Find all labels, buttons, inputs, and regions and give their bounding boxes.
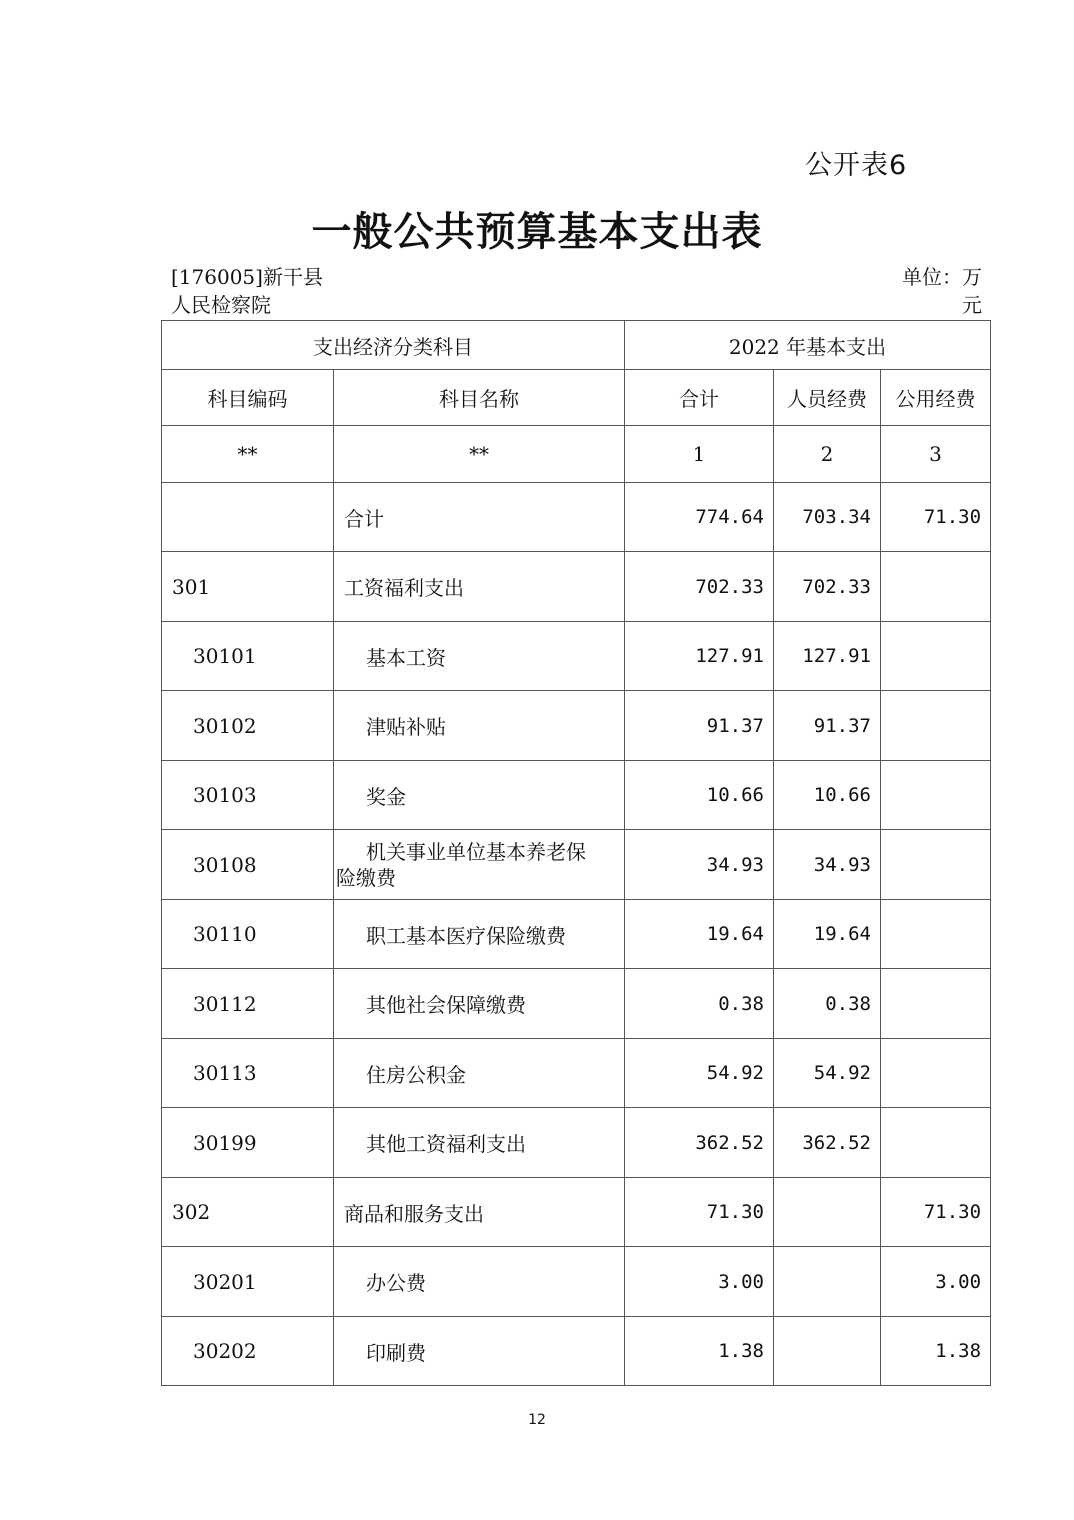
code-cell: 30103 (162, 761, 334, 830)
personnel-cell: 702.33 (774, 552, 881, 622)
page-number: 12 (528, 1412, 546, 1428)
name-cell: 职工基本医疗保险缴费 (334, 900, 625, 969)
code-cell: 30101 (162, 622, 334, 691)
total-cell: 19.64 (625, 900, 774, 969)
name-cell: 合计 (334, 483, 625, 552)
index-cell: ** (162, 426, 334, 483)
page-title: 一般公共预算基本支出表 (311, 209, 763, 255)
group-header-row (162, 321, 991, 370)
personnel-cell: 703.34 (774, 483, 881, 552)
table-label: 公开表6 (805, 150, 908, 181)
personnel-cell: 34.93 (774, 830, 881, 900)
table-row (162, 1247, 991, 1317)
total-cell: 1.38 (625, 1317, 774, 1386)
group-header-subject: 支出经济分类科目 (162, 321, 625, 370)
name-cell: 其他工资福利支出 (334, 1108, 625, 1178)
public-cell (881, 622, 991, 691)
personnel-cell: 0.38 (774, 969, 881, 1039)
column-header-name: 科目名称 (334, 370, 625, 426)
personnel-cell (774, 1178, 881, 1247)
code-cell: 301 (162, 552, 334, 622)
table-row (162, 900, 991, 969)
unit-label: 单位：万元 (902, 265, 982, 317)
table-row (162, 1039, 991, 1108)
personnel-cell: 10.66 (774, 761, 881, 830)
table-row (162, 969, 991, 1039)
public-cell: 71.30 (881, 1178, 991, 1247)
column-header-personnel: 人员经费 (774, 370, 881, 426)
code-cell: 30102 (162, 691, 334, 761)
total-cell: 71.30 (625, 1178, 774, 1247)
table-row (162, 622, 991, 691)
table-row (162, 1178, 991, 1247)
name-cell: 其他社会保障缴费 (334, 969, 625, 1039)
name-line: 险缴费 (336, 865, 396, 890)
table-row (162, 761, 991, 830)
public-cell (881, 830, 991, 900)
personnel-cell: 54.92 (774, 1039, 881, 1108)
public-cell (881, 552, 991, 622)
public-cell (881, 691, 991, 761)
public-cell (881, 1108, 991, 1178)
total-cell: 362.52 (625, 1108, 774, 1178)
table-row (162, 552, 991, 622)
index-cell: ** (334, 426, 625, 483)
code-cell: 30201 (162, 1247, 334, 1317)
table-row (162, 1317, 991, 1386)
code-cell: 30110 (162, 900, 334, 969)
total-cell: 127.91 (625, 622, 774, 691)
total-cell: 0.38 (625, 969, 774, 1039)
personnel-cell: 362.52 (774, 1108, 881, 1178)
index-cell: 2 (774, 426, 881, 483)
name-cell: 基本工资 (334, 622, 625, 691)
index-row (162, 426, 991, 483)
public-cell: 1.38 (881, 1317, 991, 1386)
total-cell: 91.37 (625, 691, 774, 761)
column-header-public: 公用经费 (881, 370, 991, 426)
total-cell: 10.66 (625, 761, 774, 830)
table-row (162, 691, 991, 761)
table-row (162, 1108, 991, 1178)
name-cell: 住房公积金 (334, 1039, 625, 1108)
code-cell: 302 (162, 1178, 334, 1247)
name-cell: 印刷费 (334, 1317, 625, 1386)
code-cell: 30113 (162, 1039, 334, 1108)
personnel-cell: 19.64 (774, 900, 881, 969)
name-cell: 津贴补贴 (334, 691, 625, 761)
total-cell: 3.00 (625, 1247, 774, 1317)
column-header-code: 科目编码 (162, 370, 334, 426)
name-cell: 工资福利支出 (334, 552, 625, 622)
public-cell (881, 900, 991, 969)
personnel-cell: 127.91 (774, 622, 881, 691)
name-cell: 奖金 (334, 761, 625, 830)
public-cell (881, 761, 991, 830)
budget-table (161, 320, 991, 1386)
name-line: 机关事业单位基本养老保 (366, 839, 586, 864)
code-cell: 30202 (162, 1317, 334, 1386)
column-header-row (162, 370, 991, 426)
group-header-expense: 2022 年基本支出 (625, 321, 991, 370)
public-cell: 71.30 (881, 483, 991, 552)
name-cell: 商品和服务支出 (334, 1178, 625, 1247)
organization-name: [176005]新干县人民检察院 (171, 265, 323, 317)
code-cell (162, 483, 334, 552)
column-header-total: 合计 (625, 370, 774, 426)
total-cell: 54.92 (625, 1039, 774, 1108)
personnel-cell: 91.37 (774, 691, 881, 761)
code-cell: 30108 (162, 830, 334, 900)
index-cell: 1 (625, 426, 774, 483)
code-cell: 30112 (162, 969, 334, 1039)
total-cell: 774.64 (625, 483, 774, 552)
table-row (162, 830, 991, 900)
code-cell: 30199 (162, 1108, 334, 1178)
public-cell (881, 969, 991, 1039)
public-cell (881, 1039, 991, 1108)
public-cell: 3.00 (881, 1247, 991, 1317)
personnel-cell (774, 1247, 881, 1317)
personnel-cell (774, 1317, 881, 1386)
index-cell: 3 (881, 426, 991, 483)
table-row (162, 483, 991, 552)
name-cell: 办公费 (334, 1247, 625, 1317)
name-cell (334, 830, 625, 900)
total-cell: 34.93 (625, 830, 774, 900)
total-cell: 702.33 (625, 552, 774, 622)
